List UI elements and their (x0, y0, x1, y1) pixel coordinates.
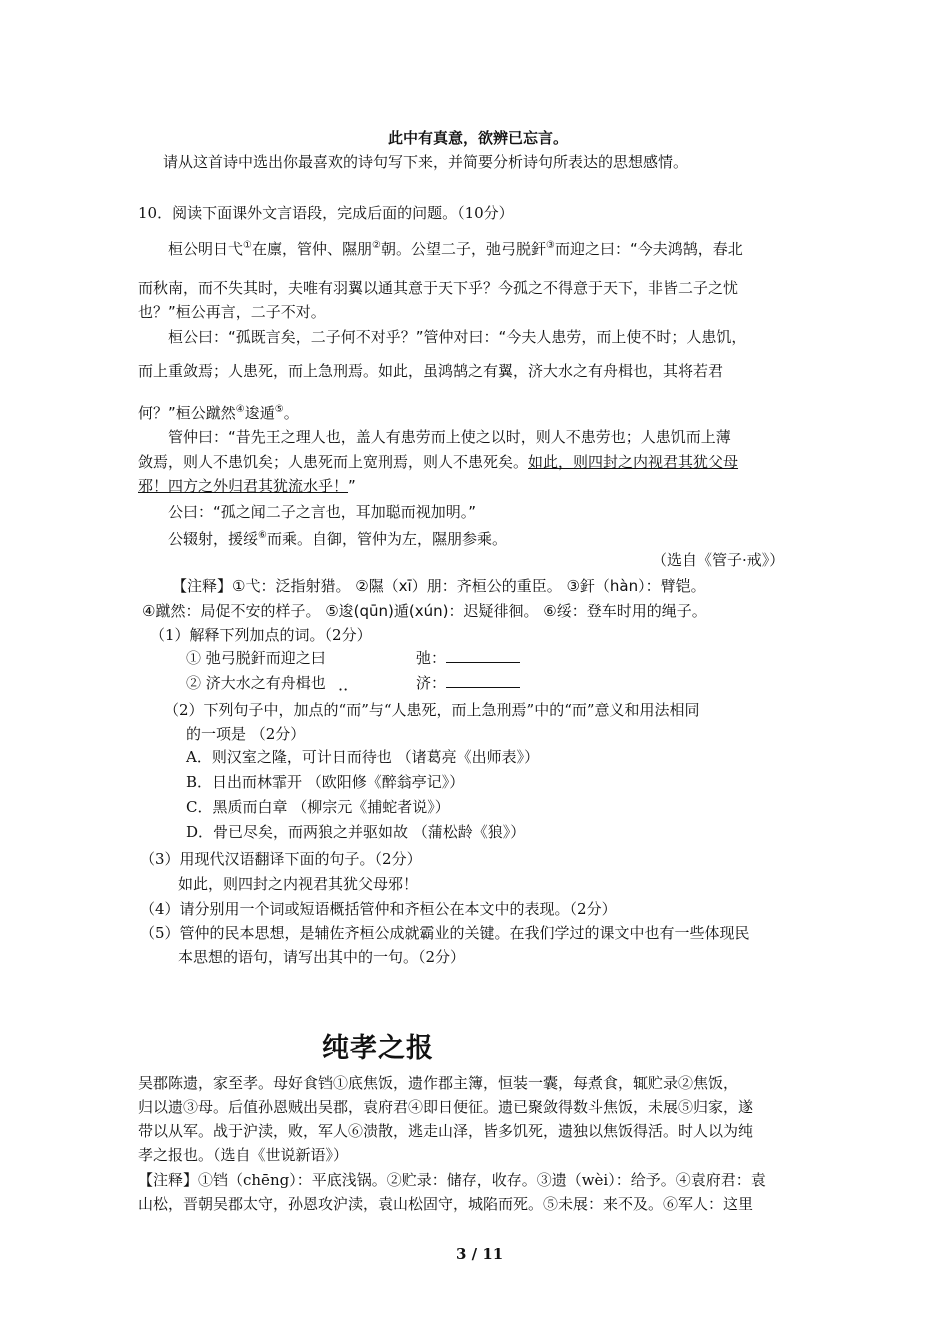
sub-question-1-item-a: ① 弛弓脱釬而迎之曰 (186, 649, 326, 667)
passage-p3-line3: 邪！四方之外归君其犹流水乎！” (138, 477, 356, 495)
passage-p2-line2: 而上重敛焉；人患死，而上急刑焉。如此，虽鸿鹄之有翼，济大水之有舟楫也，其将若君 (138, 362, 724, 380)
option-d: D．骨已尽矣，而两狼之并驱如故 （蒲松龄《狼》） (186, 823, 526, 841)
sub-question-1-answer-b: 济： (416, 673, 520, 693)
passage-p2-line3: 何？”桓公蹴然④逡遁⑤。 (138, 404, 299, 422)
answer-blank-a[interactable] (446, 648, 520, 663)
notes-line1: 【注释】①弋：泛指射猎。 ②隰（xī）朋：齐桓公的重臣。 ③釬（hàn）：臂铠。 (172, 577, 706, 595)
story-notes-line2: 山松，晋朝吴郡太守，孙恩攻沪渎，袁山松固守，城陷而死。⑤未展：来不及。⑥军人：这里 (138, 1195, 754, 1213)
story-line1: 吴郡陈遗，家至孝。母好食铛①底焦饭，遗作郡主簿，恒装一囊，每煮食，辄贮录②焦饭， (138, 1074, 739, 1092)
emphasis-dots: ·· (338, 680, 349, 699)
sub-question-3-sentence: 如此，则四封之内视君其犹父母邪！ (178, 875, 419, 893)
story-line3: 带以从军。战于沪渎，败，军人⑥溃散，逃走山泽，皆多饥死，遗独以焦饭得活。时人以为纯 (138, 1122, 754, 1140)
sub-question-2-line2: 的一项是 （2分） (186, 725, 306, 743)
underlined-sentence-part1: 如此，则四封之内视君其犹父母 (528, 453, 739, 471)
story-line2: 归以遗③母。后值孙恩贼出吴郡，袁府君④即日便征。遗已聚敛得数斗焦饭，未展⑤归家，遂 (138, 1098, 754, 1116)
underlined-sentence-part2: 邪！四方之外归君其犹流水乎！ (138, 477, 349, 495)
answer-blank-b[interactable] (446, 673, 520, 688)
passage-p5: 公辍射，援绥⑥而乘。自御，管仲为左，隰朋参乘。 (168, 530, 507, 548)
passage-p1-line1: 桓公明日弋①在廪，管仲、隰朋②朝。公望二子，弛弓脱釬③而迎之曰：“今夫鸿鹄，春北 (168, 240, 743, 258)
sub-question-1-answer-a: 弛： (416, 648, 520, 668)
sub-question-1-item-b: ② 济大水之有舟楫也 (186, 674, 326, 692)
sub-question-1: （1）解释下列加点的词。（2分） (150, 626, 372, 644)
option-c: C．黑质而白章 （柳宗元《捕蛇者说》） (186, 798, 450, 816)
poem-instruction: 请从这首诗中选出你最喜欢的诗句写下来，并简要分析诗句所表达的思想感情。 (163, 153, 689, 171)
sub-question-2-line1: （2）下列句子中，加点的“而”与“人患死，而上急刑焉”中的“而”意义和用法相同 (164, 701, 700, 719)
sub-question-5-line2: 本思想的语句，请写出其中的一句。（2分） (178, 948, 466, 966)
passage-p3-line1: 管仲曰：“昔先王之理人也，盖人有患劳而上使之以时，则人不患劳也；人患饥而上薄 (168, 428, 731, 446)
story-notes-line1: 【注释】①铛（chēng）：平底浅锅。②贮录：储存，收存。③遗（wèi）：给予。④袁府君：袁 (138, 1171, 766, 1189)
sub-question-4: （4）请分别用一个词或短语概括管仲和齐桓公在本文中的表现。（2分） (140, 900, 617, 918)
passage-p2-line1: 桓公曰：“孤既言矣，二子何不对乎？”管仲对曰：“今夫人患劳，而上使不时；人患饥， (168, 328, 747, 346)
sub-question-5-line1: （5）管仲的民本思想，是辅佐齐桓公成就霸业的关键。在我们学过的课文中也有一些体现民 (140, 924, 750, 942)
page-number: 3 / 11 (456, 1245, 504, 1263)
passage-p1-line3: 也？”桓公再言，二子不对。 (138, 303, 326, 321)
question-10-heading: 10．阅读下面课外文言语段，完成后面的问题。（10分） (138, 204, 514, 222)
passage-p4: 公曰：“孤之闻二子之言也，耳加聪而视加明。” (168, 503, 477, 521)
passage-p3-line2: 敛焉，则人不患饥矣；人患死而上宽刑焉，则人不患死矣。如此，则四封之内视君其犹父母 (138, 453, 739, 471)
sub-question-3: （3）用现代汉语翻译下面的句子。（2分） (140, 850, 422, 868)
story-title: 纯孝之报 (322, 1033, 434, 1064)
option-a: A．则汉室之隆，可计日而待也 （诸葛亮《出师表》） (186, 748, 540, 766)
passage-p1-line2: 而秋南，而不失其时，夫唯有羽翼以通其意于天下乎？今孤之不得意于天下，非皆二子之忧 (138, 279, 739, 297)
story-line4: 孝之报也。（选自《世说新语》） (138, 1146, 349, 1164)
option-b: B．日出而林霏开 （欧阳修《醉翁亭记》） (186, 773, 465, 791)
passage-source: （选自《管子·戒》） (652, 551, 785, 569)
notes-line2: ④蹴然：局促不安的样子。 ⑤逡(qūn)遁(xún)：迟疑徘徊。 ⑥绥：登车时用的绳子。 (142, 602, 707, 620)
poem-last-line: 此中有真意，欲辨已忘言。 (388, 129, 569, 147)
